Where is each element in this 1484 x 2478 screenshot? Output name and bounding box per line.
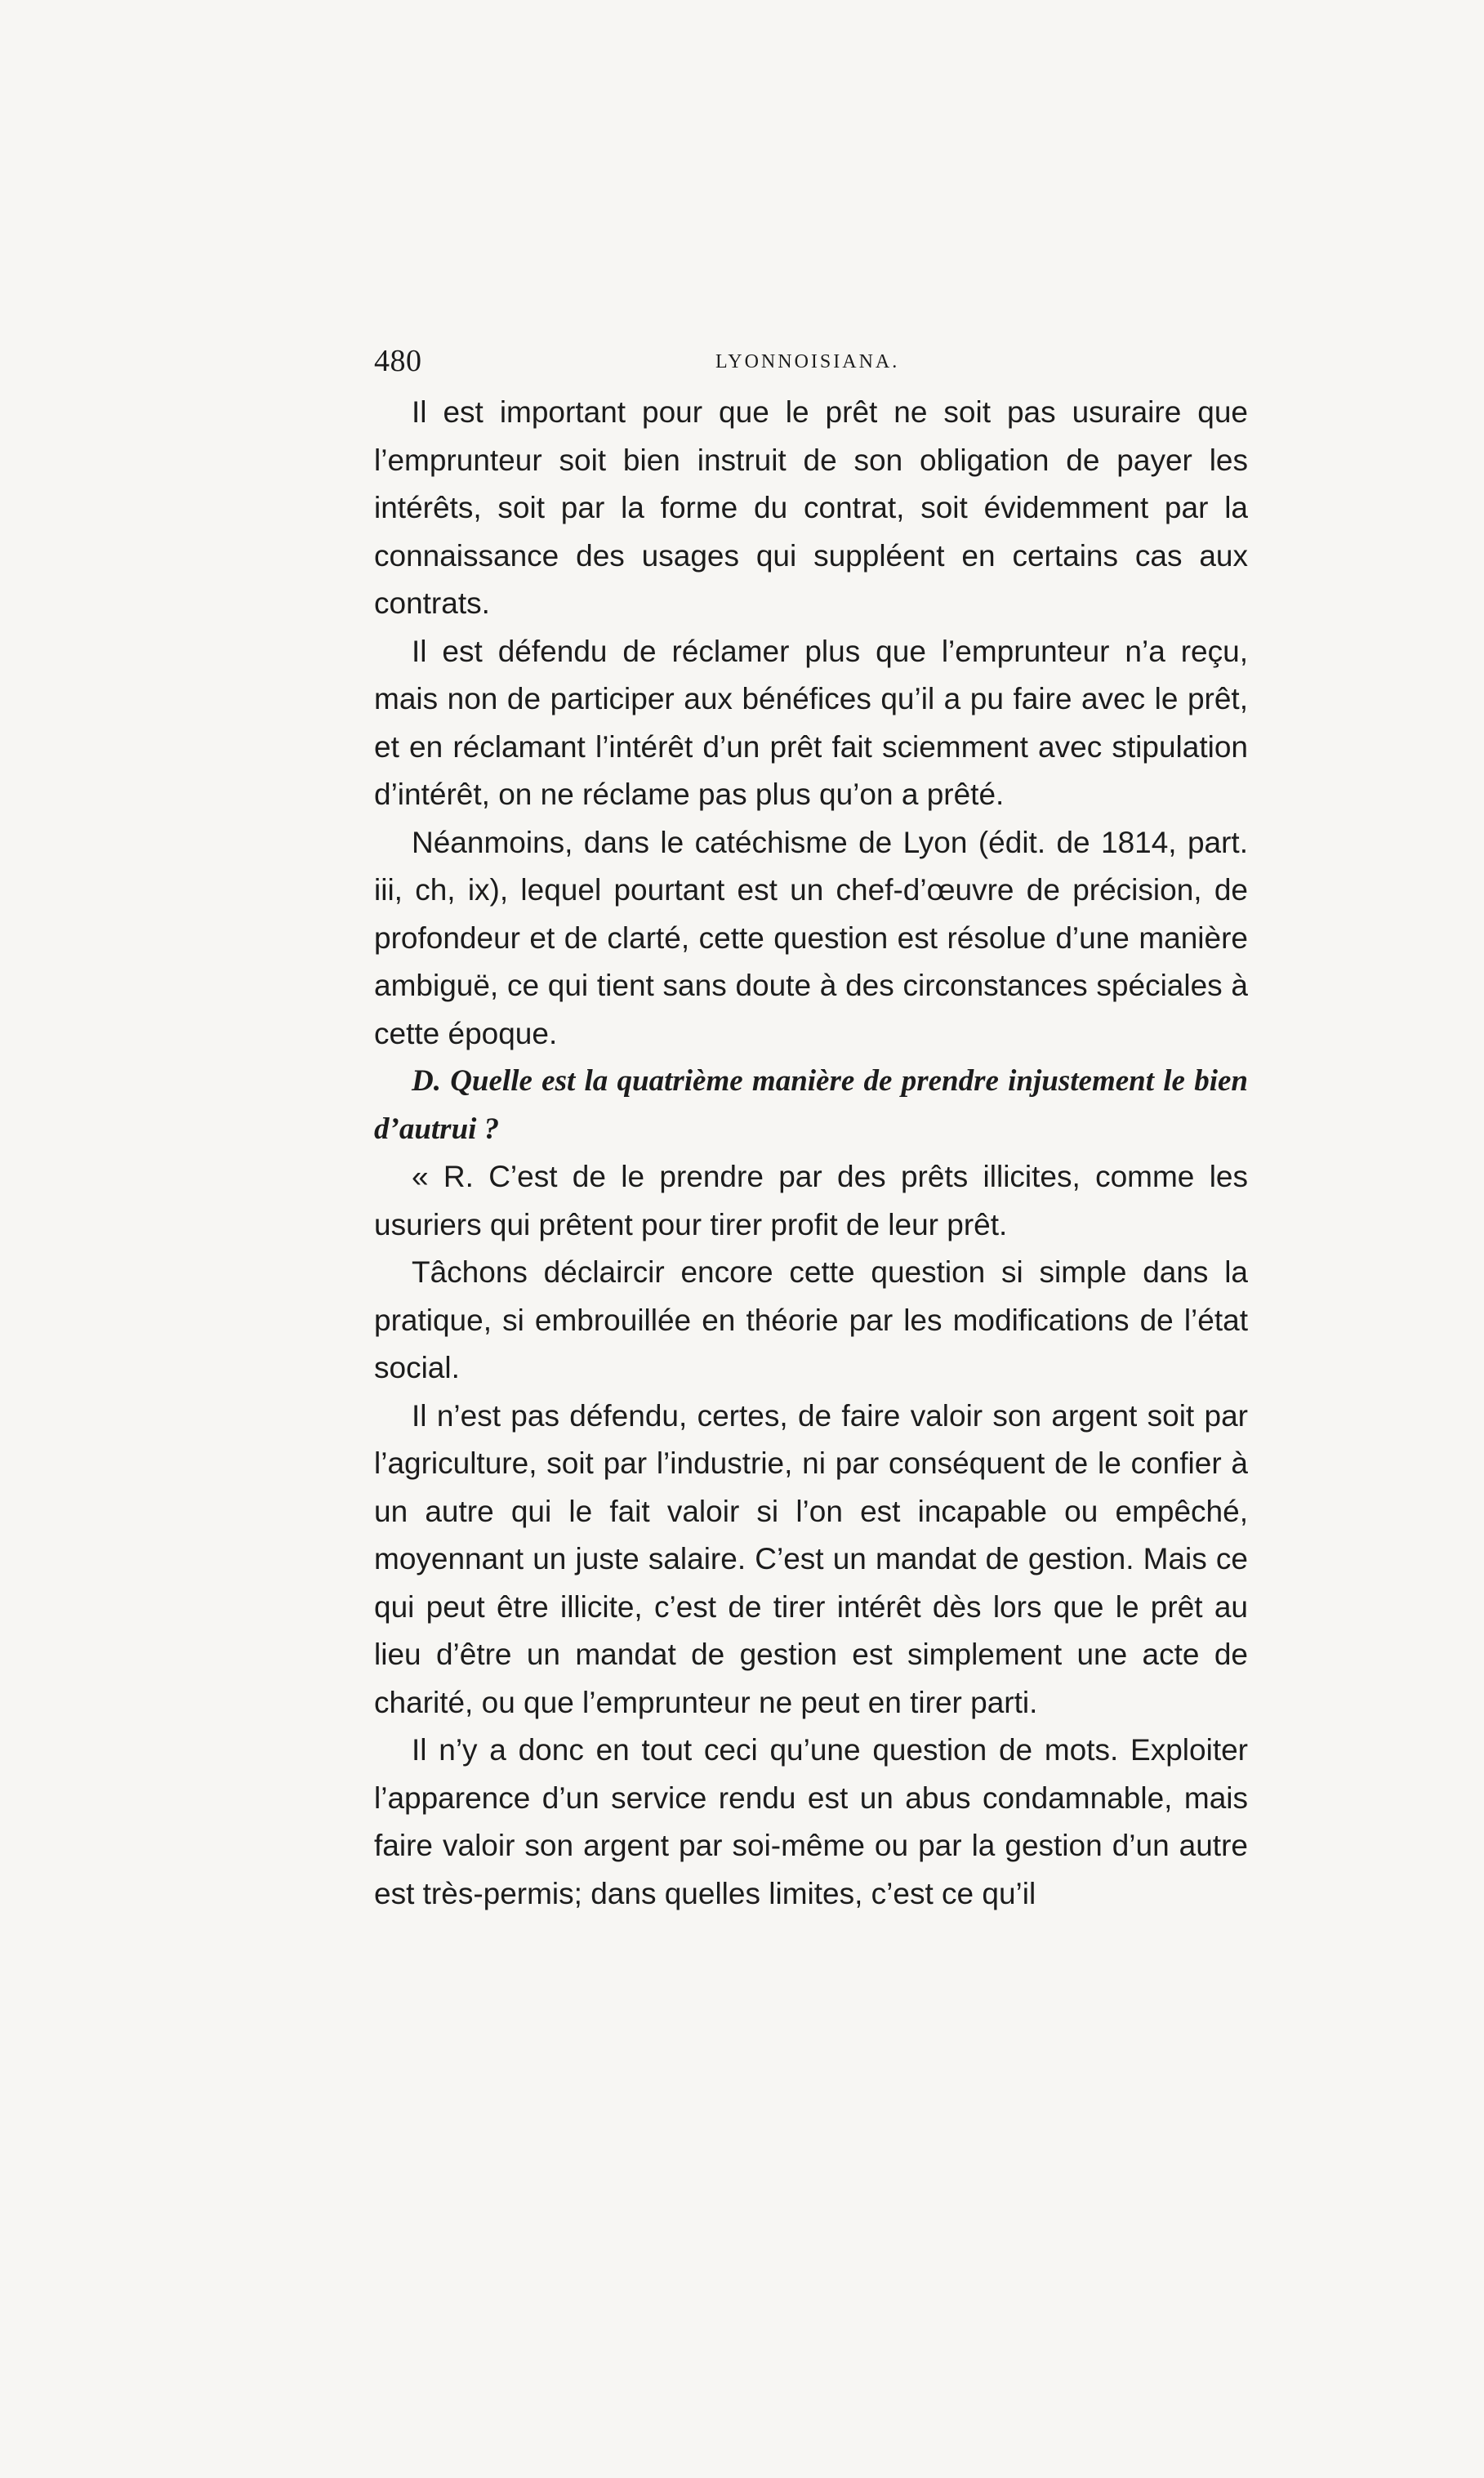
page-number: 480	[374, 344, 422, 378]
paragraph: Il est défendu de réclamer plus que l’emprunteur n’a reçu, mais non de participer aux bénéfices qu’il a pu faire avec le prêt, et en réclamant l’intérêt d’un prêt fait sciemment avec stipulation d’intérêt, on ne réclame pas plus qu’on a prêté.	[374, 634, 1248, 811]
catechism-answer: « R. C’est de le prendre par des prêts illicites, comme les usuriers qui prêtent pour tirer profit de leur prêt.	[374, 1160, 1248, 1241]
page-body	[374, 389, 1248, 1918]
paragraph: Il est important pour que le prêt ne soit pas usuraire que l’emprunteur soit bien instruit de son obligation de payer les intérêts, soit par la forme du contrat, soit évidemment par la connaissance des usages qui suppléent en certains cas aux contrats.	[374, 395, 1248, 620]
paragraph: Tâchons déclaircir encore cette question si simple dans la pratique, si embrouillée en théorie par les modifications de l’état social.	[374, 1255, 1248, 1384]
catechism-question: D. Quelle est la quatrième manière de prendre injustement le bien d’autrui ?	[374, 1064, 1248, 1146]
paragraph: Néanmoins, dans le catéchisme de Lyon (édit. de 1814, part. iii, ch, ix), lequel pourtant est un chef-d’œuvre de précision, de profondeur et de clarté, cette question est résolue d’une manière ambiguë, ce qui tient sans doute à des circonstances spéciales à cette époque.	[374, 825, 1248, 1050]
running-title: LYONNOISIANA.	[715, 351, 900, 372]
page-header	[374, 343, 1248, 387]
paragraph: Il n’y a donc en tout ceci qu’une question de mots. Exploiter l’apparence d’un service rendu est un abus condamnable, mais faire valoir son argent par soi-même ou par la gestion d’un autre est très-permis; dans quelles limites, c’est ce qu’il	[374, 1733, 1248, 1910]
paragraph: Il n’est pas défendu, certes, de faire valoir son argent soit par l’agriculture, soit par l’industrie, ni par conséquent de le confier à un autre qui le fait valoir si l’on est incapable ou empêché, moyennant un juste salaire. C’est un mandat de gestion. Mais ce qui peut être illicite, c’est de tirer intérêt dès lors que le prêt au lieu d’être un mandat de gestion est simplement une acte de charité, ou que l’emprunteur ne peut en tirer parti.	[374, 1398, 1248, 1719]
